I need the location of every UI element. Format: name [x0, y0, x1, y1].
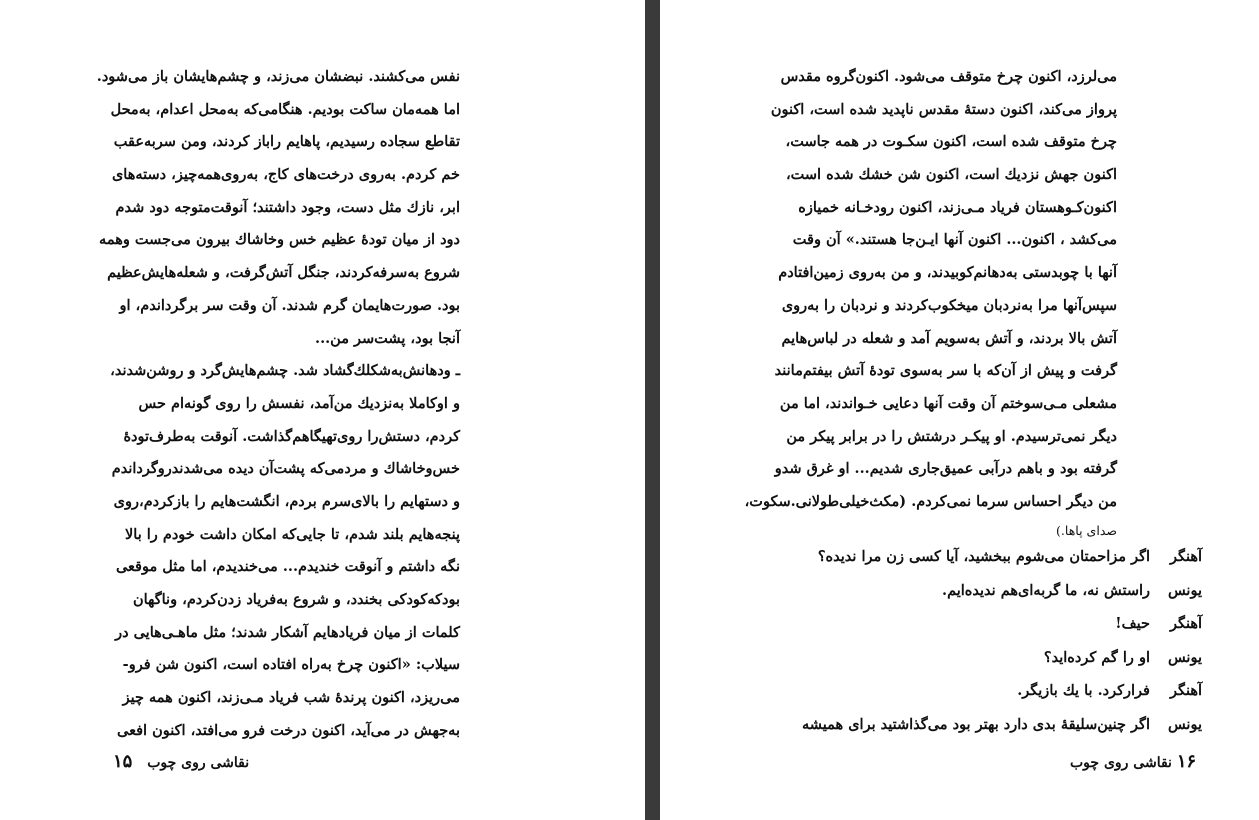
speaker-name: آهنگر [1169, 615, 1202, 633]
running-title: نقاشی روی چوب [1070, 755, 1172, 771]
text-line: بودکه‌کودکی بخندد، و شروع به‌فریاد زدن‌کردم، وناگهان [132, 591, 460, 608]
speech-text: اگر چنین‌سلیقهٔ بدی دارد بهتر بود می‌گذاشتید برای همیشه [802, 715, 1150, 733]
text-line: تقاطع سجاده رسیدیم، پاهایم راباز کردند، ومن سربه‌عقب [113, 133, 460, 151]
speaker-name: آهنگر [1169, 548, 1202, 565]
text-line: می‌ریزد، اکنون پرندهٔ شب فریاد مـی‌زند، اکنون همه چیز [122, 689, 460, 707]
text-line: پرواز می‌کند، اکنون دستهٔ مقدس ناپدید شده است، اکنون [770, 100, 1117, 118]
page-number: ۱۶ [1176, 751, 1197, 772]
text-line: نفس می‌کشند. نبضشان می‌زند، و چشم‌هایشان باز می‌شود. [96, 68, 460, 85]
text-line: کلمات از میان فریادهایم آشکار شدند؛ مثل ماهـی‌هایی در [115, 623, 460, 641]
text-line: مشعلی مـی‌سوختم آن وقت آنها دعایی خـواندند، اما من [779, 394, 1117, 412]
speaker-name: یونس [1167, 581, 1202, 599]
text-line: نگه داشتم و آنوقت خندیدم... می‌خندیدم، اما مثل موقعی [115, 558, 460, 576]
text-line: من دیگر احساس سرما نمی‌کردم. (مکث‌خیلی‌طولانی.سکوت، [744, 492, 1117, 510]
text-line: سیلاب: «اکنون چرخ به‌راه افتاده است، اکنون شن فرو- [122, 656, 460, 674]
text-line: گرفت و پیش از آن‌که با سر به‌سوی تودهٔ آتش بیفتم‌مانند [774, 362, 1117, 380]
text-line: دود از میان تودهٔ عظیم خس وخاشاك بیرون می‌جست وهمه [99, 231, 460, 249]
dialogue-line [782, 540, 1202, 574]
stage-direction-line: صدای پاها.) [1056, 522, 1117, 538]
text-line: اکنون‌کـوهستان فریاد مـی‌زند، اکنون رودخـانه خمیازه [798, 198, 1117, 216]
text-line: آنجا بود، پشت‌سر من... [315, 329, 460, 347]
speech-text: راستش نه، ما گربه‌ای‌هم ندیده‌ایم. [942, 581, 1150, 599]
text-line: اما همه‌مان ساکت بودیم. هنگامی‌که به‌محل اعدام، به‌محل [110, 100, 460, 118]
text-line: سپس‌آنها مرا به‌نردبان میخکوب‌کردند و نردبان را به‌روی [781, 296, 1117, 314]
dialogue-line [782, 641, 1202, 675]
right-page-footer [1070, 748, 1206, 777]
text-line: شروع به‌سرفه‌کردند، جنگل آتش‌گرفت، و شعله‌هایش‌عظیم [107, 264, 460, 282]
text-line: اکنون جهش نزدیك است، اکنون شن خشك شده است، [785, 166, 1117, 184]
text-line: و دستهایم را بالای‌سرم بردم، انگشت‌هایم را بازکردم،روی [113, 492, 460, 510]
text-line: ابر، نازك مثل دست، وجود داشتند؛ آنوقت‌متوجه دود شدم [115, 198, 460, 216]
text-line: خس‌وخاشاك و مردمی‌که پشت‌آن دیده می‌شدندروگرداندم [111, 460, 460, 478]
dialogue-line [782, 708, 1202, 742]
dialogue-line [782, 674, 1202, 708]
text-line: و اوکاملا به‌نزدیك من‌آمد، نفسش را روی گونه‌ام حس [138, 394, 460, 412]
speech-text: او را گم کرده‌اید؟ [1043, 648, 1150, 666]
text-line: آنها با چوبدستی به‌دهانم‌کوبیدند، و من به‌روی زمین‌افتادم [778, 264, 1117, 282]
text-line: ـ ودهانش‌به‌شکلك‌گشاد شد. چشم‌هایش‌گرد و روشن‌شدند، [110, 362, 460, 380]
text-line: می‌لرزد، اکنون چرخ متوقف می‌شود. اکنون‌گروه مقدس [780, 68, 1117, 85]
page-number: ۱۵ [113, 751, 133, 772]
text-line: بود. صورت‌هایمان گرم شدند. آن وقت سر برگرداندم، او [119, 296, 460, 314]
text-line: آتش بالا بردند، و آتش به‌سویم آمد و شعله در لباس‌هایم [781, 329, 1117, 347]
text-line: به‌جهش در می‌آید، اکنون درخت فرو می‌افتد، اکنون افعی [116, 721, 460, 739]
speech-text: حیف! [1115, 615, 1150, 633]
left-page-footer [113, 748, 249, 777]
book-gutter [645, 0, 660, 820]
text-line: کردم، دستش‌را روی‌تهیگاهم‌گذاشت. آنوقت به‌طرف‌تودهٔ [123, 427, 460, 445]
text-line: چرخ متوقف شده است، اکنون سکـوت در همه جاست، [785, 133, 1117, 151]
speaker-name: آهنگر [1169, 682, 1202, 700]
text-line: پنجه‌هایم بلند شدم، تا جایی‌که امکان داشت خودم را بالا [125, 525, 460, 543]
speech-text: فرارکرد. با یك بازیگر. [1017, 682, 1150, 700]
text-line: خم کردم. به‌روی درخت‌های کاج، به‌روی‌همه‌چیز، دسته‌های [111, 166, 460, 184]
text-line: گرفته بود و باهم درآبی عمیق‌جاری شدیم... او غرق شدو [774, 460, 1117, 478]
speaker-name: یونس [1167, 648, 1202, 666]
dialogue-block [782, 540, 1202, 742]
text-line: دیگر نمی‌ترسیدم. او پیکـر درشتش را در برابر پیکر من [786, 427, 1117, 445]
right-page-body [744, 61, 1117, 543]
text-line: می‌کشد ، اکنون... اکنون آنها ایـن‌جا هستند.» آن وقت [792, 231, 1117, 249]
dialogue-line [782, 574, 1202, 608]
dialogue-line [782, 607, 1202, 641]
running-title: نقاشی روی چوب [147, 755, 250, 771]
speaker-name: یونس [1167, 715, 1202, 733]
left-page-body [96, 61, 460, 747]
speech-text: اگر مزاحمتان می‌شوم ببخشید، آیا کسی زن مرا ندیده؟ [817, 548, 1150, 565]
